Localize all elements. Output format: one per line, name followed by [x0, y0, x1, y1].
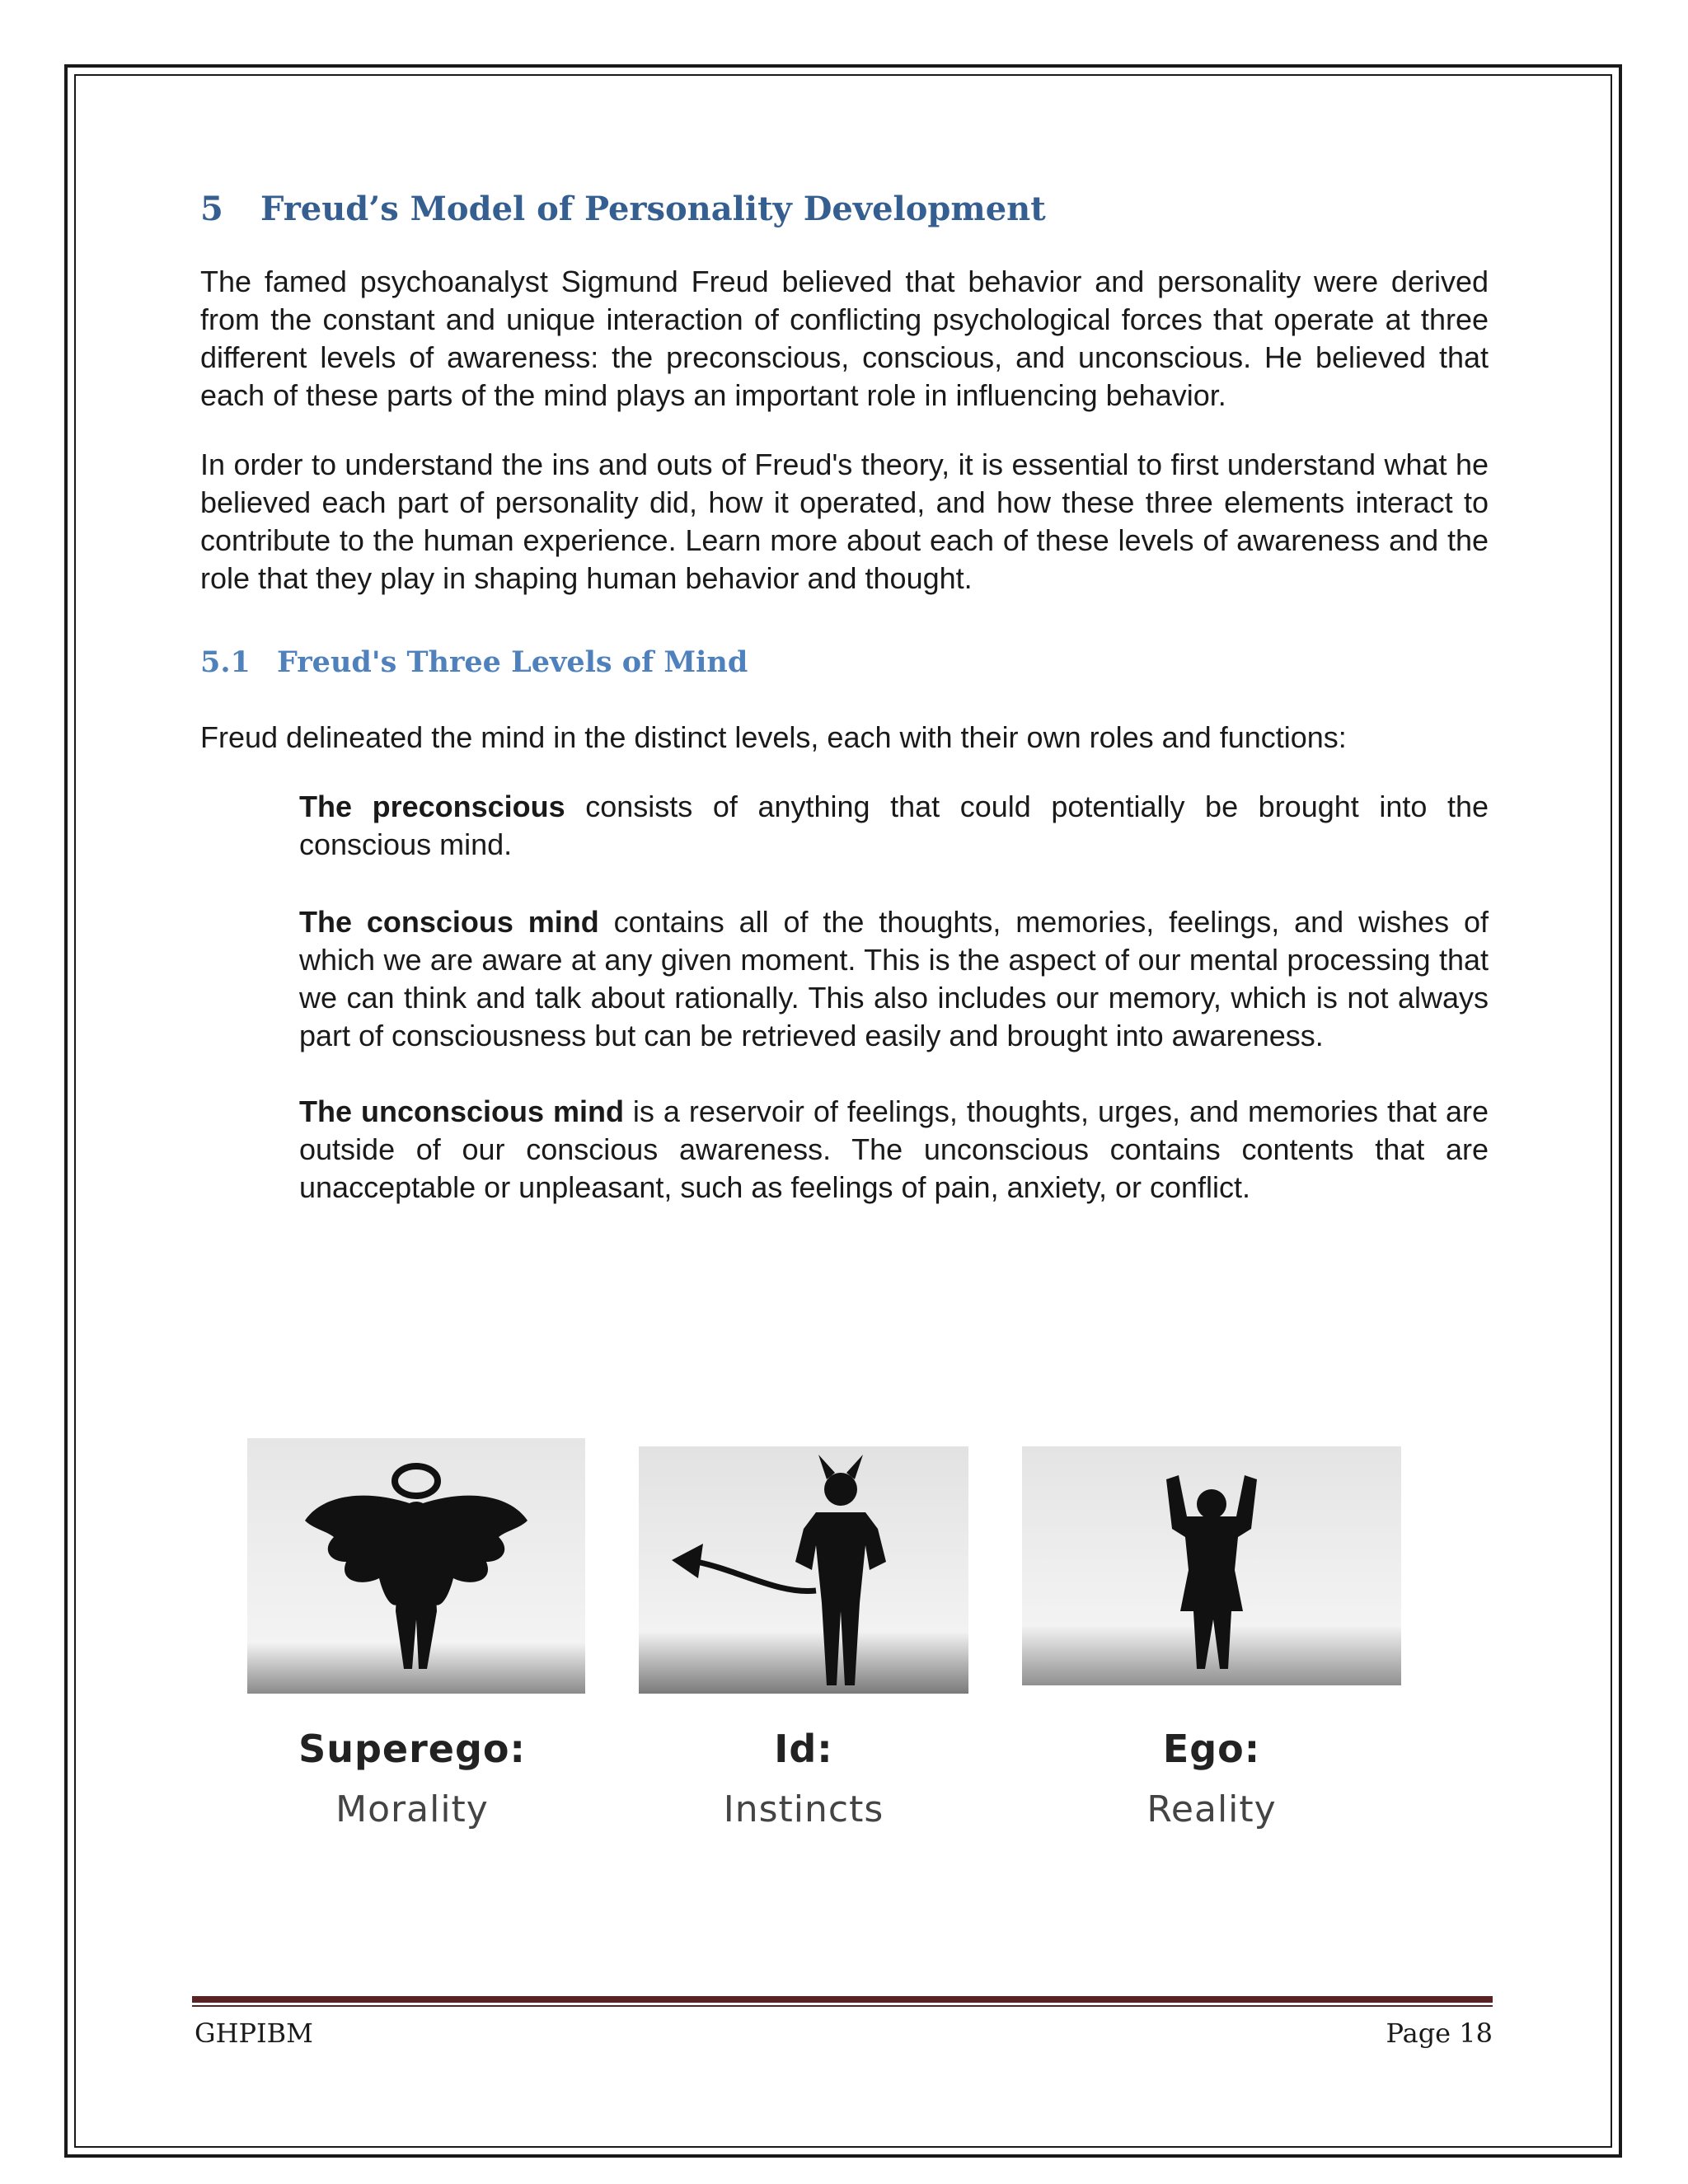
section-number: 5 — [200, 190, 223, 228]
personality-figures — [239, 1438, 1451, 1883]
figure-ego — [1022, 1438, 1401, 1883]
subsection-heading — [200, 645, 1489, 679]
level-text: contains all of the thoughts, memories, feelings, and wishes of which we are aware at any given moment. This is the aspect of our mental processing that we can think and talk about rationally. This also includes our memory, which is not always part of consciousness but can be retrieved easily and brought into awareness. — [299, 905, 1489, 1052]
figure-title: Ego: — [1162, 1727, 1261, 1771]
level-item-preconscious — [299, 788, 1489, 864]
level-term: The unconscious mind — [299, 1094, 624, 1128]
level-term: The conscious mind — [299, 905, 599, 939]
footer-rule-thick — [192, 1996, 1493, 2003]
figure-subtitle: Reality — [1146, 1788, 1277, 1830]
figure-title: Superego: — [298, 1727, 526, 1771]
subsection-title: Freud's Three Levels of Mind — [277, 645, 748, 679]
section-title: Freud’s Model of Personality Development — [260, 190, 1046, 228]
level-item-conscious — [299, 903, 1489, 1055]
level-text: consists of anything that could potentially be brought into the conscious mind. — [299, 790, 1489, 861]
paragraph-2: In order to understand the ins and outs of Freud's theory, it is essential to first understand what he believed each part of personality did, how it operated, and how these three elements interact to contribute to the human experience. Learn more about each of these levels of awareness and the role that they play in shaping human behavior and thought. — [200, 448, 1489, 595]
devil-silhouette-icon — [639, 1446, 968, 1694]
figure-subtitle: Morality — [335, 1788, 489, 1830]
levels-intro: Freud delineated the mind in the distinct levels, each with their own roles and functions: — [200, 720, 1347, 754]
page-content — [200, 190, 1489, 1207]
section-heading — [200, 190, 1489, 228]
level-text: is a reservoir of feelings, thoughts, urges, and memories that are outside of our conscious awareness. The unconscious contains contents that are unacceptable or unpleasant, such as feelings of pain, anxiety, or conflict. — [299, 1094, 1489, 1204]
person-arms-raised-icon — [1022, 1446, 1401, 1685]
level-item-unconscious — [299, 1093, 1489, 1207]
figure-id — [639, 1438, 968, 1883]
paragraph-1: The famed psychoanalyst Sigmund Freud believed that behavior and personality were derived from the constant and unique interaction of conflicting psychological forces that operate at three different levels of awareness: the preconscious, conscious, and unconscious. He believed that each of these parts of the mind plays an important role in influencing behavior. — [200, 265, 1489, 412]
angel-silhouette-icon — [247, 1438, 585, 1694]
footer-rule-thin — [192, 2005, 1493, 2007]
figure-title: Id: — [774, 1727, 833, 1771]
footer-organization: GHPIBM — [195, 2018, 313, 2049]
figure-subtitle: Instincts — [723, 1788, 884, 1830]
footer-page-number: Page 18 — [1386, 2018, 1493, 2049]
subsection-number: 5.1 — [200, 645, 251, 679]
figure-superego — [239, 1438, 585, 1883]
level-term: The preconscious — [299, 790, 565, 823]
